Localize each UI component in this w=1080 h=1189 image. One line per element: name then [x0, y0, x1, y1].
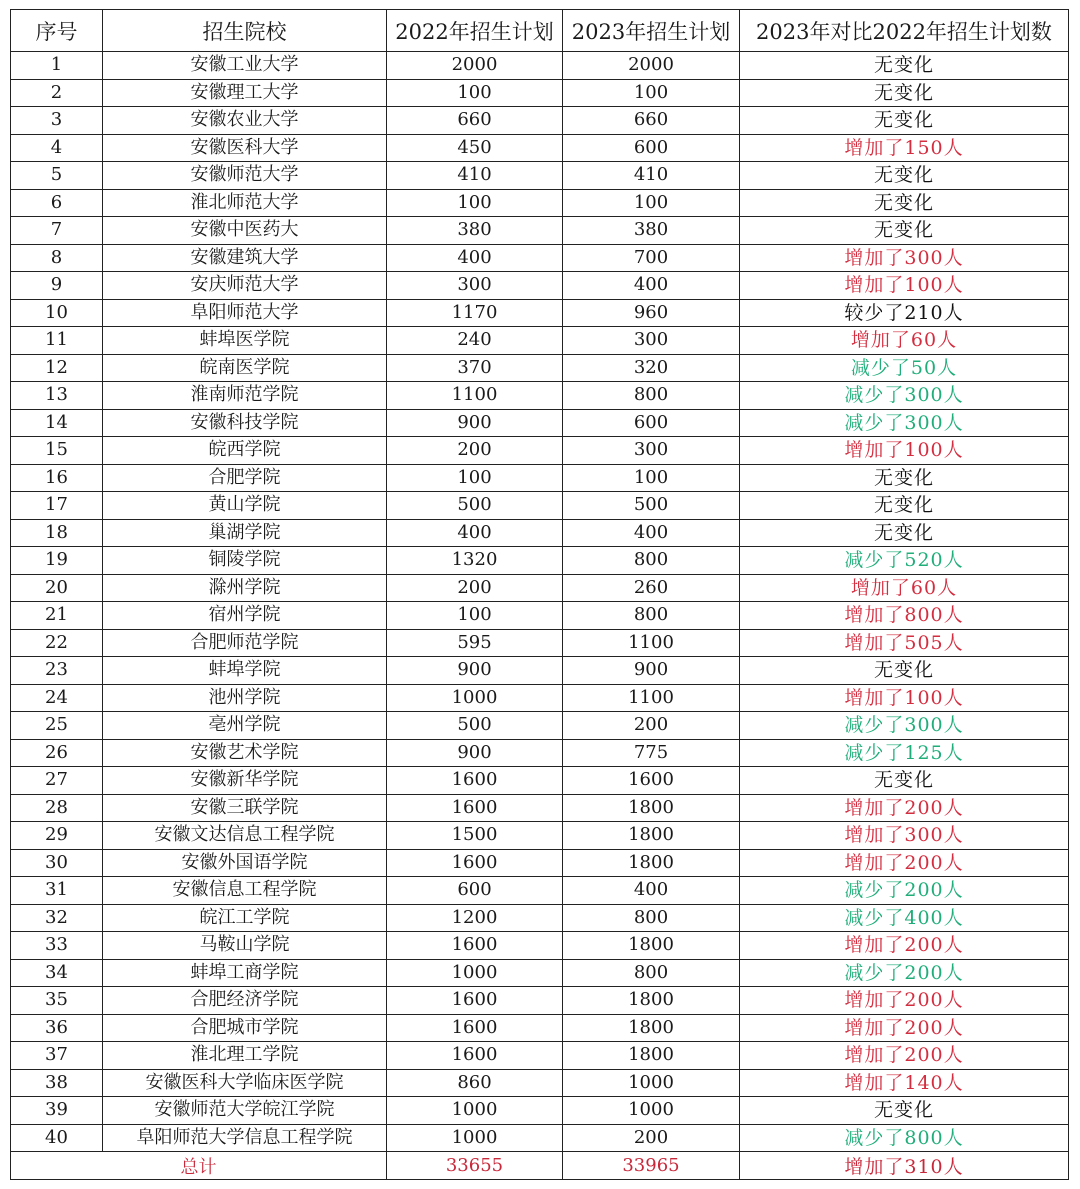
row-plan-2022: 900: [387, 409, 563, 437]
row-plan-2023: 600: [563, 134, 740, 162]
row-plan-diff: 无变化: [740, 79, 1069, 107]
row-plan-2022: 400: [387, 519, 563, 547]
row-index: 36: [11, 1014, 103, 1042]
table-row: [11, 932, 1069, 960]
row-plan-2022: 1600: [387, 932, 563, 960]
row-school: 安庆师范大学: [103, 272, 387, 300]
row-plan-2023: 380: [563, 217, 740, 245]
row-plan-2023: 200: [563, 1124, 740, 1152]
table-row: [11, 162, 1069, 190]
row-plan-2023: 800: [563, 547, 740, 575]
row-school: 蚌埠医学院: [103, 327, 387, 355]
row-school: 合肥经济学院: [103, 987, 387, 1015]
row-plan-2023: 1800: [563, 849, 740, 877]
row-index: 23: [11, 657, 103, 685]
row-index: 1: [11, 52, 103, 80]
row-plan-2022: 595: [387, 629, 563, 657]
row-index: 40: [11, 1124, 103, 1152]
row-plan-2023: 1000: [563, 1097, 740, 1125]
row-plan-2022: 1000: [387, 684, 563, 712]
row-school: 安徽科技学院: [103, 409, 387, 437]
row-index: 29: [11, 822, 103, 850]
header-row: [11, 10, 1069, 52]
row-plan-2022: 100: [387, 79, 563, 107]
row-school: 淮北师范大学: [103, 189, 387, 217]
row-school: 安徽建筑大学: [103, 244, 387, 272]
row-school: 安徽师范大学皖江学院: [103, 1097, 387, 1125]
row-plan-2023: 1800: [563, 932, 740, 960]
row-index: 22: [11, 629, 103, 657]
row-school: 皖南医学院: [103, 354, 387, 382]
row-plan-diff: 无变化: [740, 189, 1069, 217]
row-plan-2022: 860: [387, 1069, 563, 1097]
row-plan-2023: 300: [563, 437, 740, 465]
row-plan-2023: 1100: [563, 684, 740, 712]
row-index: 38: [11, 1069, 103, 1097]
row-index: 4: [11, 134, 103, 162]
row-plan-diff: 无变化: [740, 52, 1069, 80]
row-plan-2022: 100: [387, 189, 563, 217]
row-school: 合肥城市学院: [103, 1014, 387, 1042]
row-school: 宿州学院: [103, 602, 387, 630]
row-plan-diff: 增加了60人: [740, 327, 1069, 355]
row-index: 31: [11, 877, 103, 905]
row-plan-diff: 减少了50人: [740, 354, 1069, 382]
row-plan-2023: 1800: [563, 1014, 740, 1042]
row-plan-diff: 减少了300人: [740, 712, 1069, 740]
row-plan-2022: 400: [387, 244, 563, 272]
row-index: 10: [11, 299, 103, 327]
table-row: [11, 657, 1069, 685]
row-index: 7: [11, 217, 103, 245]
total-label: 总计: [11, 1152, 387, 1180]
table-row: [11, 629, 1069, 657]
row-plan-2022: 500: [387, 712, 563, 740]
row-school: 安徽新华学院: [103, 767, 387, 795]
table-row: [11, 1097, 1069, 1125]
row-plan-2023: 800: [563, 602, 740, 630]
row-plan-2022: 100: [387, 464, 563, 492]
row-plan-2022: 500: [387, 492, 563, 520]
table-row: [11, 602, 1069, 630]
row-school: 安徽师范大学: [103, 162, 387, 190]
table-row: [11, 107, 1069, 135]
row-plan-diff: 无变化: [740, 519, 1069, 547]
row-plan-2022: 200: [387, 574, 563, 602]
table-row: [11, 547, 1069, 575]
row-plan-diff: 减少了200人: [740, 877, 1069, 905]
row-index: 11: [11, 327, 103, 355]
row-school: 安徽工业大学: [103, 52, 387, 80]
table-row: [11, 794, 1069, 822]
table-row: [11, 987, 1069, 1015]
row-plan-2022: 300: [387, 272, 563, 300]
header-plan-diff: 2023年对比2022年招生计划数: [740, 10, 1069, 52]
table-row: [11, 1124, 1069, 1152]
row-school: 皖江工学院: [103, 904, 387, 932]
row-school: 安徽中医药大: [103, 217, 387, 245]
row-index: 20: [11, 574, 103, 602]
table-row: [11, 849, 1069, 877]
row-plan-2022: 410: [387, 162, 563, 190]
row-plan-diff: 增加了200人: [740, 849, 1069, 877]
row-index: 26: [11, 739, 103, 767]
header-plan-2022: 2022年招生计划: [387, 10, 563, 52]
table-row: [11, 684, 1069, 712]
row-school: 安徽文达信息工程学院: [103, 822, 387, 850]
row-plan-2023: 320: [563, 354, 740, 382]
row-plan-2022: 1500: [387, 822, 563, 850]
row-school: 黄山学院: [103, 492, 387, 520]
row-plan-diff: 无变化: [740, 162, 1069, 190]
row-plan-2023: 1000: [563, 1069, 740, 1097]
row-plan-diff: 增加了100人: [740, 272, 1069, 300]
enrollment-table-container: [10, 9, 1069, 1180]
row-plan-2023: 800: [563, 904, 740, 932]
row-plan-diff: 增加了200人: [740, 1042, 1069, 1070]
table-row: [11, 437, 1069, 465]
table-row: [11, 79, 1069, 107]
row-school: 安徽三联学院: [103, 794, 387, 822]
table-footer: [11, 1152, 1069, 1180]
row-plan-2023: 660: [563, 107, 740, 135]
row-plan-2023: 800: [563, 382, 740, 410]
row-index: 25: [11, 712, 103, 740]
enrollment-plan-table: [10, 9, 1069, 1180]
row-plan-diff: 增加了200人: [740, 1014, 1069, 1042]
total-2022: 33655: [387, 1152, 563, 1180]
row-index: 2: [11, 79, 103, 107]
row-plan-2023: 400: [563, 519, 740, 547]
row-plan-diff: 增加了140人: [740, 1069, 1069, 1097]
row-plan-2023: 1800: [563, 987, 740, 1015]
row-school: 合肥师范学院: [103, 629, 387, 657]
table-row: [11, 52, 1069, 80]
row-plan-2023: 800: [563, 959, 740, 987]
row-plan-diff: 增加了200人: [740, 987, 1069, 1015]
row-plan-2023: 600: [563, 409, 740, 437]
table-row: [11, 877, 1069, 905]
row-plan-2022: 1320: [387, 547, 563, 575]
row-plan-diff: 无变化: [740, 657, 1069, 685]
row-plan-diff: 增加了150人: [740, 134, 1069, 162]
row-index: 30: [11, 849, 103, 877]
row-index: 32: [11, 904, 103, 932]
row-plan-2023: 300: [563, 327, 740, 355]
row-plan-2023: 775: [563, 739, 740, 767]
row-index: 14: [11, 409, 103, 437]
total-row: [11, 1152, 1069, 1180]
row-index: 24: [11, 684, 103, 712]
table-row: [11, 712, 1069, 740]
row-plan-diff: 增加了100人: [740, 437, 1069, 465]
row-plan-2022: 1600: [387, 987, 563, 1015]
table-row: [11, 217, 1069, 245]
row-school: 池州学院: [103, 684, 387, 712]
row-plan-diff: 无变化: [740, 464, 1069, 492]
table-body: [11, 52, 1069, 1152]
row-index: 34: [11, 959, 103, 987]
row-plan-2022: 1100: [387, 382, 563, 410]
row-index: 8: [11, 244, 103, 272]
row-plan-diff: 减少了300人: [740, 409, 1069, 437]
row-school: 蚌埠学院: [103, 657, 387, 685]
row-plan-2023: 700: [563, 244, 740, 272]
row-index: 28: [11, 794, 103, 822]
row-plan-2023: 200: [563, 712, 740, 740]
row-school: 马鞍山学院: [103, 932, 387, 960]
row-plan-2023: 1100: [563, 629, 740, 657]
total-diff: 增加了310人: [740, 1152, 1069, 1180]
row-plan-2023: 1800: [563, 794, 740, 822]
table-row: [11, 1014, 1069, 1042]
table-row: [11, 574, 1069, 602]
row-plan-2023: 100: [563, 464, 740, 492]
row-school: 滁州学院: [103, 574, 387, 602]
row-plan-2022: 900: [387, 739, 563, 767]
row-index: 13: [11, 382, 103, 410]
table-row: [11, 299, 1069, 327]
row-plan-diff: 减少了520人: [740, 547, 1069, 575]
row-plan-diff: 无变化: [740, 1097, 1069, 1125]
row-school: 安徽信息工程学院: [103, 877, 387, 905]
row-plan-2023: 100: [563, 79, 740, 107]
row-index: 12: [11, 354, 103, 382]
row-plan-diff: 减少了400人: [740, 904, 1069, 932]
table-header: [11, 10, 1069, 52]
row-index: 33: [11, 932, 103, 960]
table-row: [11, 382, 1069, 410]
table-row: [11, 1069, 1069, 1097]
row-index: 21: [11, 602, 103, 630]
row-plan-2022: 1600: [387, 849, 563, 877]
row-plan-2022: 1200: [387, 904, 563, 932]
row-plan-2023: 960: [563, 299, 740, 327]
row-plan-diff: 增加了300人: [740, 244, 1069, 272]
row-plan-diff: 无变化: [740, 217, 1069, 245]
table-row: [11, 244, 1069, 272]
table-row: [11, 739, 1069, 767]
header-index: 序号: [11, 10, 103, 52]
row-school: 安徽医科大学临床医学院: [103, 1069, 387, 1097]
table-row: [11, 327, 1069, 355]
row-plan-diff: 增加了800人: [740, 602, 1069, 630]
row-plan-2022: 450: [387, 134, 563, 162]
header-school: 招生院校: [103, 10, 387, 52]
row-school: 安徽理工大学: [103, 79, 387, 107]
row-index: 39: [11, 1097, 103, 1125]
table-row: [11, 904, 1069, 932]
row-plan-2023: 400: [563, 877, 740, 905]
row-school: 安徽医科大学: [103, 134, 387, 162]
row-plan-2023: 260: [563, 574, 740, 602]
row-plan-2022: 2000: [387, 52, 563, 80]
table-row: [11, 519, 1069, 547]
row-school: 安徽艺术学院: [103, 739, 387, 767]
row-index: 35: [11, 987, 103, 1015]
header-plan-2023: 2023年招生计划: [563, 10, 740, 52]
row-school: 铜陵学院: [103, 547, 387, 575]
row-index: 17: [11, 492, 103, 520]
row-index: 6: [11, 189, 103, 217]
row-plan-2022: 1000: [387, 1097, 563, 1125]
row-school: 淮北理工学院: [103, 1042, 387, 1070]
row-school: 蚌埠工商学院: [103, 959, 387, 987]
row-index: 3: [11, 107, 103, 135]
table-row: [11, 959, 1069, 987]
row-plan-diff: 无变化: [740, 107, 1069, 135]
table-row: [11, 189, 1069, 217]
row-school: 安徽外国语学院: [103, 849, 387, 877]
row-index: 18: [11, 519, 103, 547]
table-row: [11, 1042, 1069, 1070]
row-plan-2022: 1600: [387, 767, 563, 795]
row-plan-2023: 410: [563, 162, 740, 190]
row-plan-2023: 500: [563, 492, 740, 520]
row-plan-diff: 增加了200人: [740, 932, 1069, 960]
row-plan-2022: 1170: [387, 299, 563, 327]
table-row: [11, 767, 1069, 795]
row-plan-diff: 增加了505人: [740, 629, 1069, 657]
row-plan-diff: 增加了60人: [740, 574, 1069, 602]
table-row: [11, 464, 1069, 492]
row-plan-2022: 100: [387, 602, 563, 630]
row-plan-diff: 减少了800人: [740, 1124, 1069, 1152]
row-school: 阜阳师范大学: [103, 299, 387, 327]
row-index: 19: [11, 547, 103, 575]
row-plan-2022: 240: [387, 327, 563, 355]
row-plan-2023: 1800: [563, 822, 740, 850]
row-plan-2023: 1600: [563, 767, 740, 795]
row-plan-diff: 减少了125人: [740, 739, 1069, 767]
row-plan-2022: 1000: [387, 1124, 563, 1152]
row-plan-2022: 1600: [387, 794, 563, 822]
row-index: 27: [11, 767, 103, 795]
table-row: [11, 354, 1069, 382]
row-plan-diff: 无变化: [740, 767, 1069, 795]
row-plan-2023: 900: [563, 657, 740, 685]
table-row: [11, 134, 1069, 162]
row-index: 5: [11, 162, 103, 190]
total-2023: 33965: [563, 1152, 740, 1180]
row-index: 16: [11, 464, 103, 492]
table-row: [11, 409, 1069, 437]
row-plan-2023: 1800: [563, 1042, 740, 1070]
row-plan-diff: 增加了200人: [740, 794, 1069, 822]
row-plan-2022: 380: [387, 217, 563, 245]
row-plan-diff: 较少了210人: [740, 299, 1069, 327]
row-plan-2022: 370: [387, 354, 563, 382]
row-school: 皖西学院: [103, 437, 387, 465]
table-row: [11, 492, 1069, 520]
table-row: [11, 272, 1069, 300]
row-plan-diff: 无变化: [740, 492, 1069, 520]
row-plan-2022: 900: [387, 657, 563, 685]
row-plan-2022: 1000: [387, 959, 563, 987]
row-plan-2022: 600: [387, 877, 563, 905]
row-plan-2022: 1600: [387, 1042, 563, 1070]
row-school: 安徽农业大学: [103, 107, 387, 135]
row-plan-2023: 100: [563, 189, 740, 217]
row-plan-2022: 200: [387, 437, 563, 465]
row-school: 亳州学院: [103, 712, 387, 740]
row-index: 37: [11, 1042, 103, 1070]
row-plan-diff: 减少了200人: [740, 959, 1069, 987]
row-school: 阜阳师范大学信息工程学院: [103, 1124, 387, 1152]
table-row: [11, 822, 1069, 850]
row-plan-2022: 1600: [387, 1014, 563, 1042]
row-school: 合肥学院: [103, 464, 387, 492]
row-plan-diff: 增加了100人: [740, 684, 1069, 712]
row-index: 9: [11, 272, 103, 300]
row-school: 巢湖学院: [103, 519, 387, 547]
row-index: 15: [11, 437, 103, 465]
row-plan-2023: 400: [563, 272, 740, 300]
row-plan-2022: 660: [387, 107, 563, 135]
row-plan-diff: 增加了300人: [740, 822, 1069, 850]
row-plan-diff: 减少了300人: [740, 382, 1069, 410]
row-plan-2023: 2000: [563, 52, 740, 80]
row-school: 淮南师范学院: [103, 382, 387, 410]
